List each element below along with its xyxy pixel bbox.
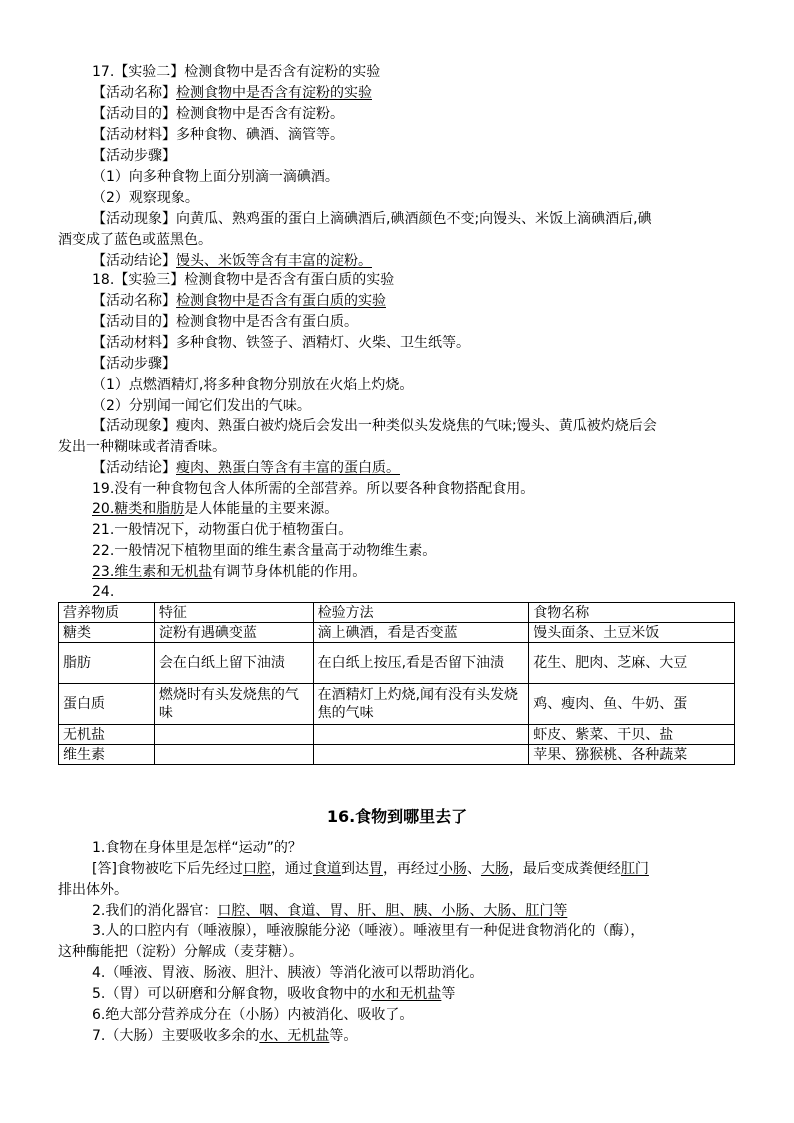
exp3-step2: （2）分别闻一闻它们发出的气味。 bbox=[92, 398, 311, 414]
table-header-cell: 特征 bbox=[154, 603, 313, 623]
table-header-cell: 营养物质 bbox=[59, 603, 155, 623]
table-cell bbox=[154, 745, 313, 765]
table-row bbox=[59, 643, 735, 684]
text: 等。 bbox=[329, 1028, 358, 1044]
exp3-conclusion-line bbox=[92, 458, 400, 478]
table-cell: 蛋白质 bbox=[59, 684, 155, 725]
table-cell: 馒头面条、土豆米饭 bbox=[529, 623, 735, 643]
text: [答]食物被吃下后先经过 bbox=[92, 861, 243, 877]
value: 瘦肉、熟蛋白被灼烧后会发出一种类似头发烧焦的气味;馒头、黄瓜被灼烧后会 bbox=[176, 418, 657, 434]
text: 2.我们的消化器官： bbox=[92, 903, 218, 919]
exp3-name-line bbox=[92, 291, 386, 311]
answer: 检测食物中是否含有蛋白质的实验 bbox=[176, 293, 386, 309]
value: 有调节身体机能的作用。 bbox=[212, 564, 367, 580]
label: 【活动目的】 bbox=[92, 106, 176, 122]
table-cell: 脂肪 bbox=[59, 643, 155, 684]
exp2-phenomenon-line1 bbox=[92, 209, 652, 229]
table-header-cell: 检验方法 bbox=[313, 603, 529, 623]
table-cell: 无机盐 bbox=[59, 725, 155, 745]
exp3-steps-label: 【活动步骤】 bbox=[92, 356, 176, 372]
q5 bbox=[92, 984, 455, 1004]
table-header-row bbox=[59, 603, 735, 623]
table-cell: 会在白纸上留下油渍 bbox=[154, 643, 313, 684]
table-header-cell: 食物名称 bbox=[529, 603, 735, 623]
answer: 20.糖类和脂肪 bbox=[92, 501, 185, 517]
text: 7.（大肠）主要吸收多余的 bbox=[92, 1028, 260, 1044]
text: 、 bbox=[466, 861, 481, 877]
label: 【活动现象】 bbox=[92, 211, 176, 227]
q1: 1.食物在身体里是怎样“运动”的？ bbox=[92, 840, 302, 856]
nutrition-table bbox=[58, 602, 735, 765]
value: 向黄瓜、熟鸡蛋的蛋白上滴碘酒后,碘酒颜色不变;向馒头、米饭上滴碘酒后,碘 bbox=[176, 211, 652, 227]
a1-line1 bbox=[92, 859, 649, 879]
text: ，最后变成粪便经 bbox=[508, 861, 621, 877]
table-cell: 燃烧时有头发烧焦的气味 bbox=[154, 684, 313, 725]
label: 【活动结论】 bbox=[92, 253, 176, 269]
exp2-materials-line bbox=[92, 125, 344, 145]
table-cell: 花生、肥肉、芝麻、大豆 bbox=[529, 643, 735, 684]
exp2-conclusion-line bbox=[92, 251, 372, 271]
exp2-heading: 17.【实验二】检测食物中是否含有淀粉的实验 bbox=[92, 64, 381, 80]
text: 到达 bbox=[340, 861, 369, 877]
answer: 口腔 bbox=[242, 861, 271, 877]
answer: 水、无机盐 bbox=[259, 1028, 330, 1044]
table-cell: 鸡、瘦肉、鱼、牛奶、蛋 bbox=[529, 684, 735, 725]
answer: 瘦肉、熟蛋白等含有丰富的蛋白质。 bbox=[176, 460, 400, 476]
answer: 胃 bbox=[368, 861, 383, 877]
section-title: 16.食物到哪里去了 bbox=[326, 807, 468, 826]
exp3-phenomenon-line1 bbox=[92, 416, 657, 436]
exp3-heading: 18.【实验三】检测食物中是否含有蛋白质的实验 bbox=[92, 272, 395, 288]
answer: 大肠 bbox=[480, 861, 509, 877]
label: 【活动目的】 bbox=[92, 314, 176, 330]
item-22: 22.一般情况下植物里面的维生素含量高于动物维生素。 bbox=[92, 543, 437, 559]
table-cell bbox=[313, 745, 529, 765]
q2 bbox=[92, 901, 567, 921]
exp2-steps-label: 【活动步骤】 bbox=[92, 148, 176, 164]
answer: 馒头、米饭等含有丰富的淀粉。 bbox=[176, 253, 372, 269]
exp2-step2: （2）观察现象。 bbox=[92, 190, 199, 206]
item-19: 19.没有一种食物包含人体所需的全部营养。所以要各种食物搭配食用。 bbox=[92, 481, 535, 497]
q6: 6.绝大部分营养成分在（小肠）内被消化、吸收了。 bbox=[92, 1007, 414, 1023]
item-23 bbox=[92, 562, 366, 582]
table-cell: 在酒精灯上灼烧,闻有没有头发烧焦的气味 bbox=[313, 684, 529, 725]
exp2-name-line bbox=[92, 83, 372, 103]
exp2-step1: （1）向多种食物上面分别滴一滴碘酒。 bbox=[92, 169, 339, 185]
label: 【活动结论】 bbox=[92, 460, 176, 476]
label: 【活动名称】 bbox=[92, 293, 176, 309]
label: 【活动材料】 bbox=[92, 335, 176, 351]
text: 5.（胃）可以研磨和分解食物，吸收食物中的 bbox=[92, 986, 372, 1002]
answer: 小肠 bbox=[438, 861, 467, 877]
label: 【活动现象】 bbox=[92, 418, 176, 434]
exp3-phenomenon-line2: 发出一种糊味或者清香味。 bbox=[58, 439, 226, 455]
table-cell: 糖类 bbox=[59, 623, 155, 643]
table-cell: 苹果、猕猴桃、各种蔬菜 bbox=[529, 745, 735, 765]
answer: 口腔、咽、食道、胃、肝、胆、胰、小肠、大肠、肛门等 bbox=[217, 903, 568, 919]
table-cell bbox=[313, 725, 529, 745]
text: ，通过 bbox=[270, 861, 313, 877]
item-20 bbox=[92, 499, 338, 519]
table-row bbox=[59, 684, 735, 725]
q3-line2: 这种酶能把（淀粉）分解成（麦芽糖）。 bbox=[58, 944, 303, 960]
table-row bbox=[59, 725, 735, 745]
label: 【活动材料】 bbox=[92, 127, 176, 143]
exp2-purpose-line bbox=[92, 104, 344, 124]
answer: 肛门 bbox=[620, 861, 649, 877]
table-cell bbox=[154, 725, 313, 745]
table-cell: 淀粉有遇碘变蓝 bbox=[154, 623, 313, 643]
exp3-materials-line bbox=[92, 333, 470, 353]
table-cell: 维生素 bbox=[59, 745, 155, 765]
table-row bbox=[59, 623, 735, 643]
label: 【活动名称】 bbox=[92, 85, 176, 101]
table-cell: 虾皮、紫菜、干贝、盐 bbox=[529, 725, 735, 745]
text: ，再经过 bbox=[382, 861, 439, 877]
answer: 水和无机盐 bbox=[371, 986, 442, 1002]
exp3-purpose-line bbox=[92, 312, 358, 332]
q3-line1: 3.人的口腔内有（唾液腺），唾液腺能分泌（唾液）。唾液里有一种促进食物消化的（酶）， bbox=[92, 923, 645, 939]
exp3-step1: （1）点燃酒精灯,将多种食物分别放在火焰上灼烧。 bbox=[92, 377, 414, 393]
q7 bbox=[92, 1026, 357, 1046]
value: 多种食物、碘酒、滴管等。 bbox=[176, 127, 344, 143]
answer: 食道 bbox=[312, 861, 341, 877]
table-row bbox=[59, 745, 735, 765]
q4: 4.（唾液、胃液、肠液、胆汁、胰液）等消化液可以帮助消化。 bbox=[92, 965, 484, 981]
value: 是人体能量的主要来源。 bbox=[184, 501, 339, 517]
value: 检测食物中是否含有蛋白质。 bbox=[176, 314, 358, 330]
answer: 23.维生素和无机盐 bbox=[92, 564, 213, 580]
a1-line2: 排出体外。 bbox=[58, 882, 128, 898]
value: 检测食物中是否含有淀粉。 bbox=[176, 106, 344, 122]
answer: 检测食物中是否含有淀粉的实验 bbox=[176, 85, 372, 101]
value: 多种食物、铁签子、酒精灯、火柴、卫生纸等。 bbox=[176, 335, 470, 351]
table-cell: 在白纸上按压,看是否留下油渍 bbox=[313, 643, 529, 684]
exp2-phenomenon-line2: 酒变成了蓝色或蓝黑色。 bbox=[58, 232, 212, 248]
item-21: 21.一般情况下，动物蛋白优于植物蛋白。 bbox=[92, 522, 353, 538]
item-24: 24. bbox=[92, 584, 115, 600]
text: 等 bbox=[441, 986, 456, 1002]
table-cell: 滴上碘酒，看是否变蓝 bbox=[313, 623, 529, 643]
